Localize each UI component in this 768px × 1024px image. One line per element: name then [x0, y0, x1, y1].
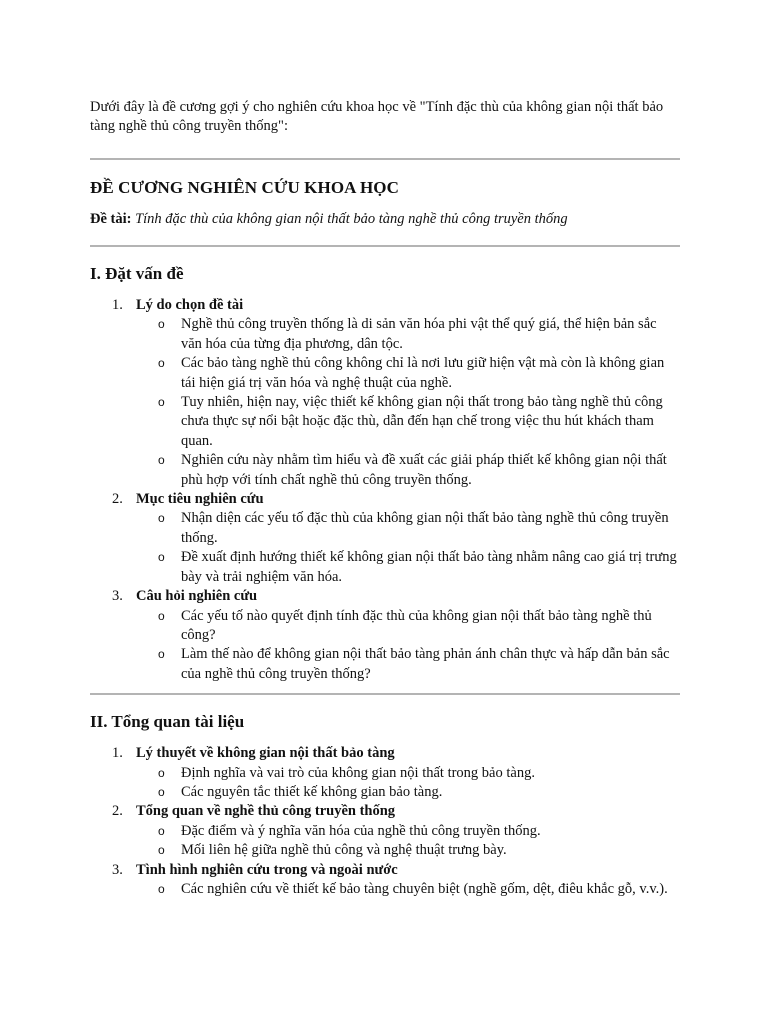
bullet-item	[136, 645, 680, 684]
bullet-text: Các nghiên cứu về thiết kế bảo tàng chuyên biệt (nghề gốm, dệt, điêu khắc gỗ, v.v.).	[181, 880, 668, 897]
hollow-bullet-icon: o	[158, 608, 165, 623]
hollow-bullet-icon: o	[158, 647, 165, 662]
hollow-bullet-icon: o	[158, 550, 165, 565]
hollow-bullet-icon: o	[158, 511, 165, 526]
item-label: Tổng quan về nghề thủ công truyền thống	[136, 803, 396, 820]
bullet-item	[136, 315, 680, 354]
bullet-text: Các yếu tố nào quyết định tính đặc thù của không gian nội thất bảo tàng nghề thủ công?	[181, 607, 652, 643]
document-page	[90, 98, 680, 899]
bullet-list	[136, 764, 680, 803]
bullet-item	[136, 548, 680, 587]
numbered-list	[90, 744, 680, 899]
bullet-item	[136, 783, 680, 802]
topic-label: Đề tài:	[90, 211, 132, 227]
item-number: 1.	[112, 297, 123, 313]
horizontal-rule	[90, 158, 680, 160]
list-item	[90, 490, 680, 587]
bullet-list	[136, 822, 680, 861]
bullet-item	[136, 393, 680, 451]
item-label: Mục tiêu nghiên cứu	[136, 491, 264, 508]
bullet-list	[136, 315, 680, 490]
list-item	[90, 587, 680, 684]
item-label: Tình hình nghiên cứu trong và ngoài nước	[136, 861, 398, 878]
topic-line	[90, 210, 680, 229]
item-label: Câu hỏi nghiên cứu	[136, 588, 258, 605]
hollow-bullet-icon: o	[158, 395, 165, 410]
hollow-bullet-icon: o	[158, 356, 165, 371]
hollow-bullet-icon: o	[158, 823, 165, 838]
bullet-text: Nhận diện các yếu tố đặc thù của không gian nội thất bảo tàng nghề thủ công truyền thống.	[181, 510, 669, 546]
list-item	[90, 861, 680, 900]
bullet-text: Các bảo tàng nghề thủ công không chỉ là nơi lưu giữ hiện vật mà còn là không gian tái hiện giá trị văn hóa và nghệ thuật của nghề.	[181, 355, 665, 391]
hollow-bullet-icon: o	[158, 765, 165, 780]
bullet-item	[136, 451, 680, 490]
document-title: ĐỀ CƯƠNG NGHIÊN CỨU KHOA HỌC	[90, 178, 399, 197]
bullet-list	[136, 607, 680, 685]
bullet-item	[136, 764, 680, 783]
bullet-text: Nghề thủ công truyền thống là di sản văn hóa phi vật thể quý giá, thể hiện bản sắc văn hóa của từng địa phương, dân tộc.	[181, 316, 657, 352]
horizontal-rule	[90, 693, 680, 695]
bullet-text: Mối liên hệ giữa nghề thủ công và nghệ thuật trưng bày.	[181, 842, 507, 859]
hollow-bullet-icon: o	[158, 317, 165, 332]
item-number: 3.	[112, 861, 123, 878]
bullet-list	[136, 880, 680, 899]
item-label: Lý do chọn đề tài	[136, 297, 244, 313]
intro-paragraph: Dưới đây là đề cương gợi ý cho nghiên cứu khoa học về "Tính đặc thù của không gian nội thất bảo tàng nghề thủ công truyền thống":	[90, 99, 664, 134]
horizontal-rule	[90, 245, 680, 247]
item-label: Lý thuyết về không gian nội thất bảo tàng	[136, 745, 395, 762]
item-number: 3.	[112, 588, 123, 605]
bullet-list	[136, 509, 680, 587]
bullet-text: Định nghĩa và vai trò của không gian nội thất trong bảo tàng.	[181, 764, 535, 781]
hollow-bullet-icon: o	[158, 784, 165, 799]
numbered-list	[90, 296, 680, 684]
list-item	[90, 296, 680, 490]
section-heading: II. Tổng quan tài liệu	[90, 712, 245, 732]
bullet-text: Nghiên cứu này nhằm tìm hiểu và đề xuất các giải pháp thiết kế không gian nội thất phù hợp với tính chất nghề thủ công truyền thống.	[181, 452, 667, 488]
bullet-item	[136, 822, 680, 841]
item-number: 2.	[112, 803, 123, 820]
bullet-text: Làm thế nào để không gian nội thất bảo tàng phản ánh chân thực và hấp dẫn bản sắc của nghề thủ công truyền thống?	[181, 646, 670, 682]
bullet-text: Tuy nhiên, hiện nay, việc thiết kế không gian nội thất trong bảo tàng nghề thủ công chưa thực sự nổi bật hoặc đặc thù, dẫn đến hạn chế trong việc thu hút khách tham quan.	[181, 394, 663, 449]
bullet-item	[136, 607, 680, 646]
topic-value: Tính đặc thù của không gian nội thất bảo tàng nghề thủ công truyền thống	[135, 211, 568, 227]
bullet-text: Đề xuất định hướng thiết kế không gian nội thất bảo tàng nhằm nâng cao giá trị trưng bày và trải nghiệm văn hóa.	[181, 549, 677, 585]
item-number: 2.	[112, 491, 123, 508]
hollow-bullet-icon: o	[158, 453, 165, 468]
list-item	[90, 744, 680, 802]
bullet-item	[136, 509, 680, 548]
bullet-item	[136, 354, 680, 393]
bullet-text: Đặc điểm và ý nghĩa văn hóa của nghề thủ công truyền thống.	[181, 822, 541, 839]
bullet-item	[136, 841, 680, 860]
hollow-bullet-icon: o	[158, 881, 165, 896]
bullet-item	[136, 880, 680, 899]
section-heading: I. Đặt vấn đề	[90, 264, 184, 283]
bullet-text: Các nguyên tắc thiết kế không gian bảo tàng.	[181, 783, 443, 800]
list-item	[90, 802, 680, 860]
hollow-bullet-icon: o	[158, 843, 165, 858]
item-number: 1.	[112, 745, 123, 762]
